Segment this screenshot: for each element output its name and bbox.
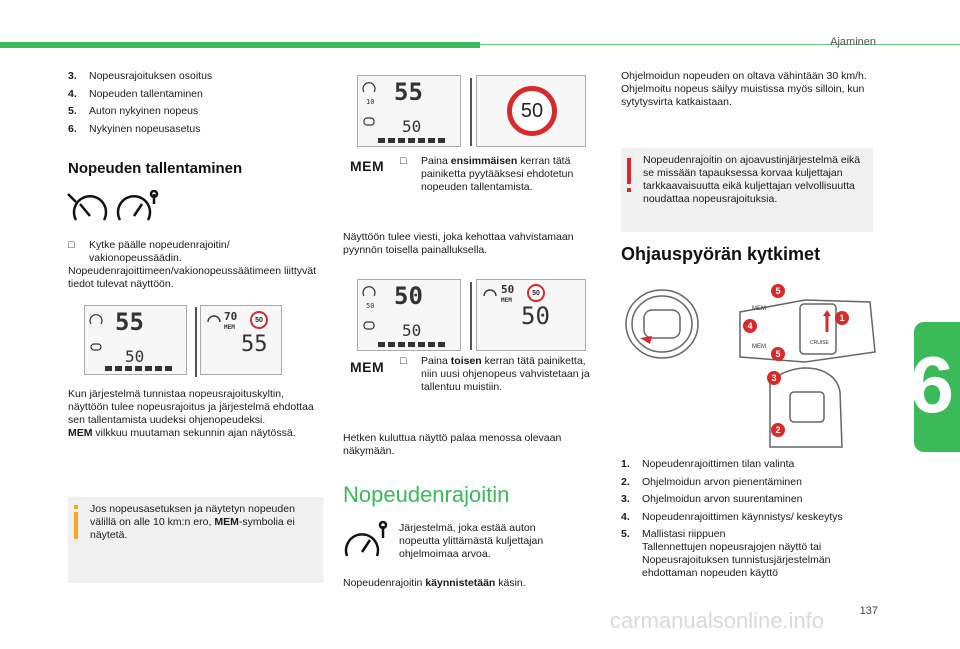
step-first-press: □ Paina ensimmäisen kerran tätä painiketta pyytääksesi ehdotetun nopeuden tallentamista. [400, 155, 574, 193]
svg-text:3: 3 [771, 373, 777, 383]
display-dots [105, 366, 172, 371]
list-item: 4. Nopeudenrajoittimen käynnistys/ keskeytys [621, 510, 843, 523]
display-small-row: 10 [366, 98, 375, 106]
list-item: 4. Nopeuden tallentaminen [68, 87, 203, 100]
speed-sign: 50 [250, 311, 268, 329]
divider [470, 78, 472, 146]
limit-value: 50 [501, 283, 515, 296]
chapter-number: 6 [909, 340, 954, 429]
steering-controls-illustration [620, 282, 882, 452]
list-item: 5. Auton nykyinen nopeus [68, 105, 199, 117]
cluster-display-right-2 [476, 279, 586, 351]
speed-sign-panel [476, 75, 586, 147]
info-box [68, 497, 323, 583]
list-item: 1. Nopeudenrajoittimen tilan valinta [621, 458, 795, 470]
section-title: Ajaminen [830, 36, 876, 48]
list-item: 3. Nopeusrajoituksen osoitus [68, 70, 213, 82]
gauge-icon [482, 286, 498, 298]
cluster-display-3 [357, 279, 461, 351]
info-text: Jos nopeusasetuksen ja näytetyn nopeuden välillä on alle 10 km:n ero, MEM-symbolia ei näytetä. [90, 503, 295, 541]
svg-text:1: 1 [839, 313, 845, 323]
heading-steering-controls: Ohjauspyörän kytkimet [621, 244, 821, 264]
step-second-press: □ Paina toisen kerran tätä painiketta, niin uusi ohjenopeus vahvistetaan ja tallentuu muistiin. [400, 355, 590, 393]
watermark: carmanualsonline.info [610, 608, 825, 633]
display-speed: 50 [521, 302, 550, 330]
gauge-icon [206, 312, 222, 324]
display-big-speed: 55 [394, 78, 423, 106]
heading-speed-limiter: Nopeudenrajoitin [343, 482, 510, 507]
svg-text:2: 2 [775, 425, 781, 435]
svg-text:4: 4 [747, 321, 753, 331]
stalk-mem-top: MEM [752, 306, 766, 312]
divider [195, 307, 197, 377]
instruction-block [68, 239, 323, 291]
display-big-speed: 50 [394, 282, 423, 310]
paragraph-activation: Nopeudenrajoitin käynnistetään käsin. [343, 577, 526, 589]
display-small-row: 50 [366, 302, 375, 310]
speed-limit-sign: 50 [507, 86, 557, 136]
cluster-display-right [200, 305, 282, 375]
stalk-mem-bottom: MEM [752, 344, 766, 350]
legend-list [68, 70, 318, 140]
header-line [480, 44, 960, 45]
paragraph-minimum: Ohjelmoidun nopeuden on oltava vähintään 30 km/h. Ohjelmoitu nopeus säilyy muistissa myös silloin, kun sytytysvirta katkaistaan. [621, 70, 867, 108]
display-big-speed: 55 [115, 308, 144, 336]
speedometer-icons [66, 190, 166, 228]
display-set-speed: 50 [402, 321, 422, 340]
list-item: 3. Ohjelmoidun arvon suurentaminen [621, 493, 803, 505]
stalk-cruise: CRUISE [810, 340, 829, 346]
page-number: 137 [859, 605, 878, 617]
controls-legend [621, 458, 876, 585]
display-dots [378, 342, 445, 347]
warning-text: Nopeudenrajoitin on ajoavustinjärjestelmä eikä se missään tapauksessa korvaa kuljettajan tarkkaavaisuutta eikä kuljettajan velvollisuutta noudattaa nopeusrajoituksia. [643, 154, 861, 205]
list-item: 6. Nykyinen nopeusasetus [68, 122, 201, 135]
bullet-icon: □ [400, 155, 407, 167]
divider [470, 282, 472, 350]
limit-value: 70 [224, 310, 238, 323]
mem-indicator: MEM [224, 324, 235, 331]
list-item: 2. Ohjelmoidun arvon pienentäminen [621, 475, 802, 488]
heading-speed-memory: Nopeuden tallentaminen [68, 160, 243, 177]
mem-button-label: MEM [350, 158, 385, 174]
speed-limiter-icon [343, 520, 389, 562]
bullet-item: □ Kytke päälle nopeudenrajoitin/ vakionopeussäädin. [68, 239, 230, 264]
info-icon [74, 505, 78, 539]
display-dots [378, 138, 445, 143]
speed-sign: 50 [527, 284, 545, 302]
display-icons [89, 314, 105, 354]
mem-indicator: MEM [501, 297, 512, 304]
list-item: 5. Mallistasi riippuen Tallennettujen nopeusrajojen näyttö tai Nopeusrajoituksen tunnistusjärjestelmän ehdottaman nopeuden käyttö [621, 528, 831, 579]
cluster-display-2 [357, 75, 461, 147]
paragraph: Nopeudenrajoittimeen/vakionopeussäätimeen liittyvät tiedot tulevat näyttöön. [68, 265, 317, 290]
display-set-speed: 50 [125, 347, 145, 366]
paragraph-confirm: Näyttöön tulee viesti, joka kehottaa vahvistamaan pyynnön toisella painalluksella. [343, 231, 574, 256]
svg-text:5: 5 [775, 349, 781, 359]
paragraph-detection: Kun järjestelmä tunnistaa nopeusrajoituskyltin, näyttöön tulee nopeusrajoitus ja järjestelmä ehdottaa sen tallentamista uudeksi ohjenopeudeksi. MEM vilkkuu muutaman sekunnin ajan näytössä. [68, 388, 314, 439]
paragraph-return: Hetken kuluttua näyttö palaa menossa olevaan näkymään. [343, 432, 562, 457]
limiter-description: Järjestelmä, joka estää auton nopeutta ylittämästä kuljettajan ohjelmoimaa arvoa. [399, 522, 544, 560]
header-accent-bar [0, 42, 480, 48]
display-set-speed: 50 [402, 117, 422, 136]
svg-text:5: 5 [775, 286, 781, 296]
display-speed: 55 [241, 332, 268, 357]
bullet-icon: □ [400, 355, 407, 367]
cluster-display [84, 305, 187, 375]
bullet-icon: □ [68, 239, 75, 251]
warning-box [621, 148, 873, 232]
warning-icon [627, 158, 631, 192]
mem-button-label: MEM [350, 359, 385, 375]
